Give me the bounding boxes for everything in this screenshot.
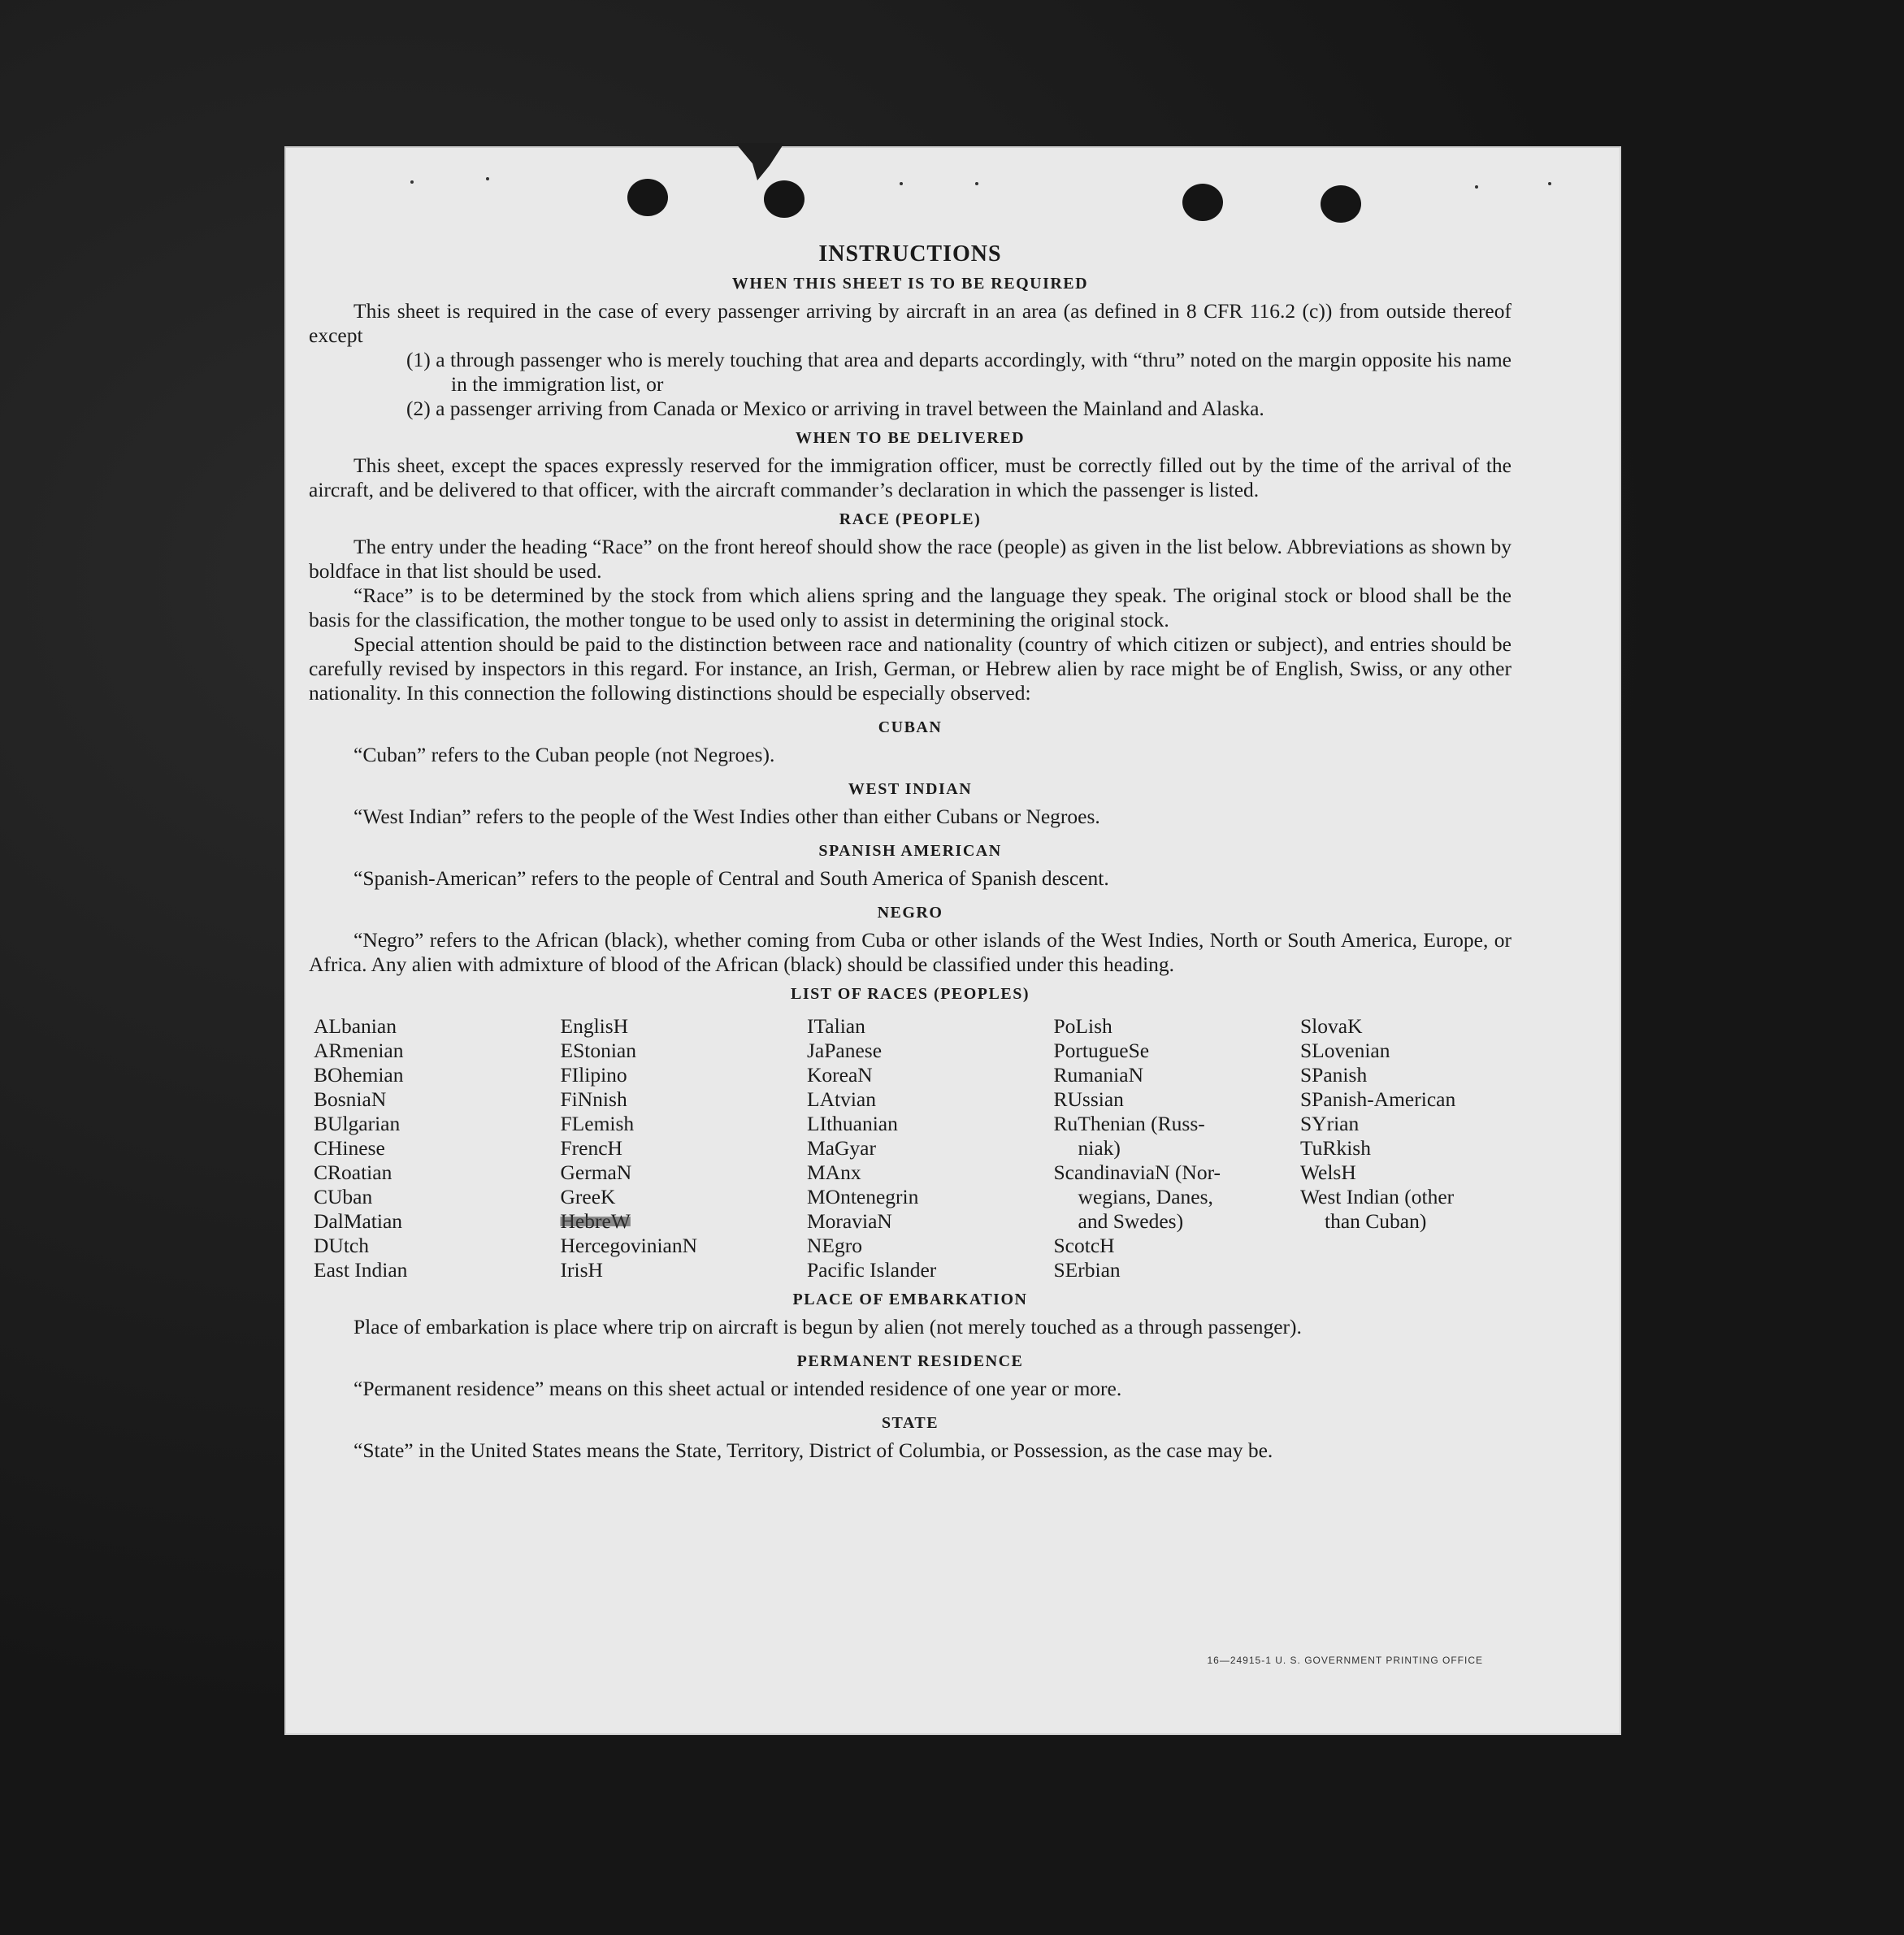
race-entry: GreeK [560, 1185, 616, 1208]
race-entry: CRoatian [314, 1161, 393, 1184]
speck [975, 182, 978, 185]
race-entry: RumaniaN [1053, 1063, 1143, 1087]
paragraph: “West Indian” refers to the people of the West Indies other than either Cubans or Negroes. [353, 805, 1100, 828]
paragraph: This sheet, except the spaces expressly reserved for the immigration officer, must be correctly filled out by the time of the arrival of the aircraft, and be delivered to that officer, with the aircraft commander’s declaration in which the passenger is listed. [309, 453, 1511, 501]
section-heading: WEST INDIAN [848, 780, 973, 798]
race-entry: BosniaN [314, 1087, 387, 1111]
race-list [314, 1014, 1511, 1282]
race-entry: SPanish [1300, 1063, 1368, 1087]
instruction-sheet [284, 146, 1621, 1735]
speck [486, 177, 489, 180]
speck [1475, 185, 1478, 189]
race-column [1054, 1014, 1295, 1282]
race-column [1300, 1014, 1511, 1282]
race-entry: TuRkish [1300, 1136, 1371, 1160]
race-entry: BOhemian [314, 1063, 404, 1087]
race-entry: Pacific Islander [807, 1258, 937, 1282]
race-entry: LIthuanian [807, 1112, 898, 1135]
page-title: INSTRUCTIONS [818, 241, 1002, 267]
speck [900, 182, 903, 185]
race-entry: East Indian [314, 1258, 408, 1282]
paragraph: Special attention should be paid to the distinction between race and nationality (country of which citizen or subject), and entries should be carefully revised by inspectors in this regard. For instance, an Irish, German, or Hebrew alien by race might be of English, Swiss, or any other nationality. In this connection the following distinctions should be especially observed: [309, 632, 1511, 705]
race-entry: and Swedes) [1078, 1209, 1184, 1233]
punch-hole [764, 180, 805, 218]
race-entry: KoreaN [807, 1063, 873, 1087]
section-heading: LIST OF RACES (PEOPLES) [790, 985, 1030, 1003]
list-item: (1) a through passenger who is merely touching that area and departs accordingly, with “thru” noted on the margin opposite his name in the immigration list, or [406, 348, 1511, 396]
race-entry: DUtch [314, 1234, 369, 1257]
race-entry: ScotcH [1053, 1234, 1115, 1257]
race-entry: ALbanian [314, 1014, 397, 1038]
race-entry: MaGyar [807, 1136, 876, 1160]
section-heading: WHEN THIS SHEET IS TO BE REQUIRED [731, 275, 1089, 293]
race-entry: JaPanese [807, 1039, 883, 1062]
race-entry: NEgro [807, 1234, 862, 1257]
paragraph: “Permanent residence” means on this sheet actual or intended residence of one year or more. [353, 1377, 1122, 1400]
paragraph: “Cuban” refers to the Cuban people (not Negroes). [353, 743, 775, 766]
section-heading: PLACE OF EMBARKATION [792, 1291, 1028, 1308]
race-entry: MAnx [807, 1161, 861, 1184]
race-entry: than Cuban) [1325, 1209, 1427, 1233]
race-entry: SLovenian [1300, 1039, 1390, 1062]
section-heading: WHEN TO BE DELIVERED [795, 429, 1026, 447]
section-heading: NEGRO [877, 904, 943, 922]
race-entry: CUban [314, 1185, 373, 1208]
race-entry: ITalian [807, 1014, 865, 1038]
race-column [561, 1014, 802, 1282]
race-entry: PoLish [1053, 1014, 1112, 1038]
race-entry: WelsH [1300, 1161, 1356, 1184]
race-entry: LAtvian [807, 1087, 876, 1111]
race-entry: IrisH [560, 1258, 603, 1282]
race-entry: FrencH [560, 1136, 622, 1160]
race-entry: wegians, Danes, [1078, 1185, 1213, 1208]
section-heading: STATE [881, 1414, 939, 1432]
punch-hole [627, 179, 668, 216]
race-column [807, 1014, 1048, 1282]
race-entry: West Indian (other [1300, 1185, 1455, 1208]
race-entry: SlovaK [1300, 1014, 1363, 1038]
race-entry: EnglisH [560, 1014, 629, 1038]
paragraph: This sheet is required in the case of every passenger arriving by aircraft in an area (as defined in 8 CFR 116.2 (c)) from outside thereof except [309, 299, 1511, 347]
race-entry: GermaN [560, 1161, 632, 1184]
race-entry: MOntenegrin [807, 1185, 919, 1208]
instructions-content [309, 242, 1511, 1463]
race-entry-struck: HebreW [560, 1209, 631, 1233]
section-heading: SPANISH AMERICAN [818, 842, 1002, 860]
race-entry: CHinese [314, 1136, 385, 1160]
race-entry: MoraviaN [807, 1209, 892, 1233]
race-entry: SPanish-American [1300, 1087, 1456, 1111]
race-entry: BUlgarian [314, 1112, 401, 1135]
race-entry: EStonian [560, 1039, 636, 1062]
race-entry: FIlipino [560, 1063, 627, 1087]
race-entry: ARmenian [314, 1039, 404, 1062]
paragraph: Place of embarkation is place where trip on aircraft is begun by alien (not merely touched as a through passenger). [353, 1315, 1302, 1338]
race-entry: niak) [1078, 1136, 1121, 1160]
section-heading: RACE (PEOPLE) [839, 510, 982, 528]
paragraph: “Negro” refers to the African (black), whether coming from Cuba or other islands of the West Indies, North or South America, Europe, or Africa. Any alien with admixture of blood of the African (black) should be classified under this heading. [309, 928, 1511, 976]
race-entry: FLemish [560, 1112, 635, 1135]
punch-hole [1182, 184, 1223, 221]
race-entry: PortugueSe [1053, 1039, 1150, 1062]
race-entry: RUssian [1053, 1087, 1124, 1111]
race-entry: DalMatian [314, 1209, 403, 1233]
torn-notch [735, 143, 784, 180]
race-entry: ScandinaviaN (Nor- [1053, 1161, 1221, 1184]
race-entry: HercegovinianN [560, 1234, 698, 1257]
race-entry: SErbian [1053, 1258, 1121, 1282]
section-heading: CUBAN [878, 718, 943, 736]
list-item: (2) a passenger arriving from Canada or Mexico or arriving in travel between the Mainland and Alaska. [406, 397, 1264, 420]
paragraph: “State” in the United States means the State, Territory, District of Columbia, or Possession, as the case may be. [353, 1438, 1273, 1462]
paragraph: “Spanish-American” refers to the people of Central and South America of Spanish descent. [353, 866, 1109, 890]
section-heading: PERMANENT RESIDENCE [796, 1352, 1024, 1370]
race-entry: SYrian [1300, 1112, 1360, 1135]
race-column [314, 1014, 555, 1282]
race-entry: RuThenian (Russ- [1053, 1112, 1205, 1135]
punch-hole [1321, 185, 1361, 223]
paragraph: “Race” is to be determined by the stock from which aliens spring and the language they speak. The original stock or blood shall be the basis for the classification, the mother tongue to be used only to assist in determining the original stock. [309, 584, 1511, 631]
race-entry: FiNnish [560, 1087, 627, 1111]
speck [1548, 182, 1551, 185]
printer-imprint: 16—24915-1 U. S. GOVERNMENT PRINTING OFFICE [1207, 1655, 1483, 1666]
speck [410, 180, 414, 184]
paragraph: The entry under the heading “Race” on the front hereof should show the race (people) as given in the list below. Abbreviations as shown by boldface in that list should be used. [309, 535, 1511, 583]
